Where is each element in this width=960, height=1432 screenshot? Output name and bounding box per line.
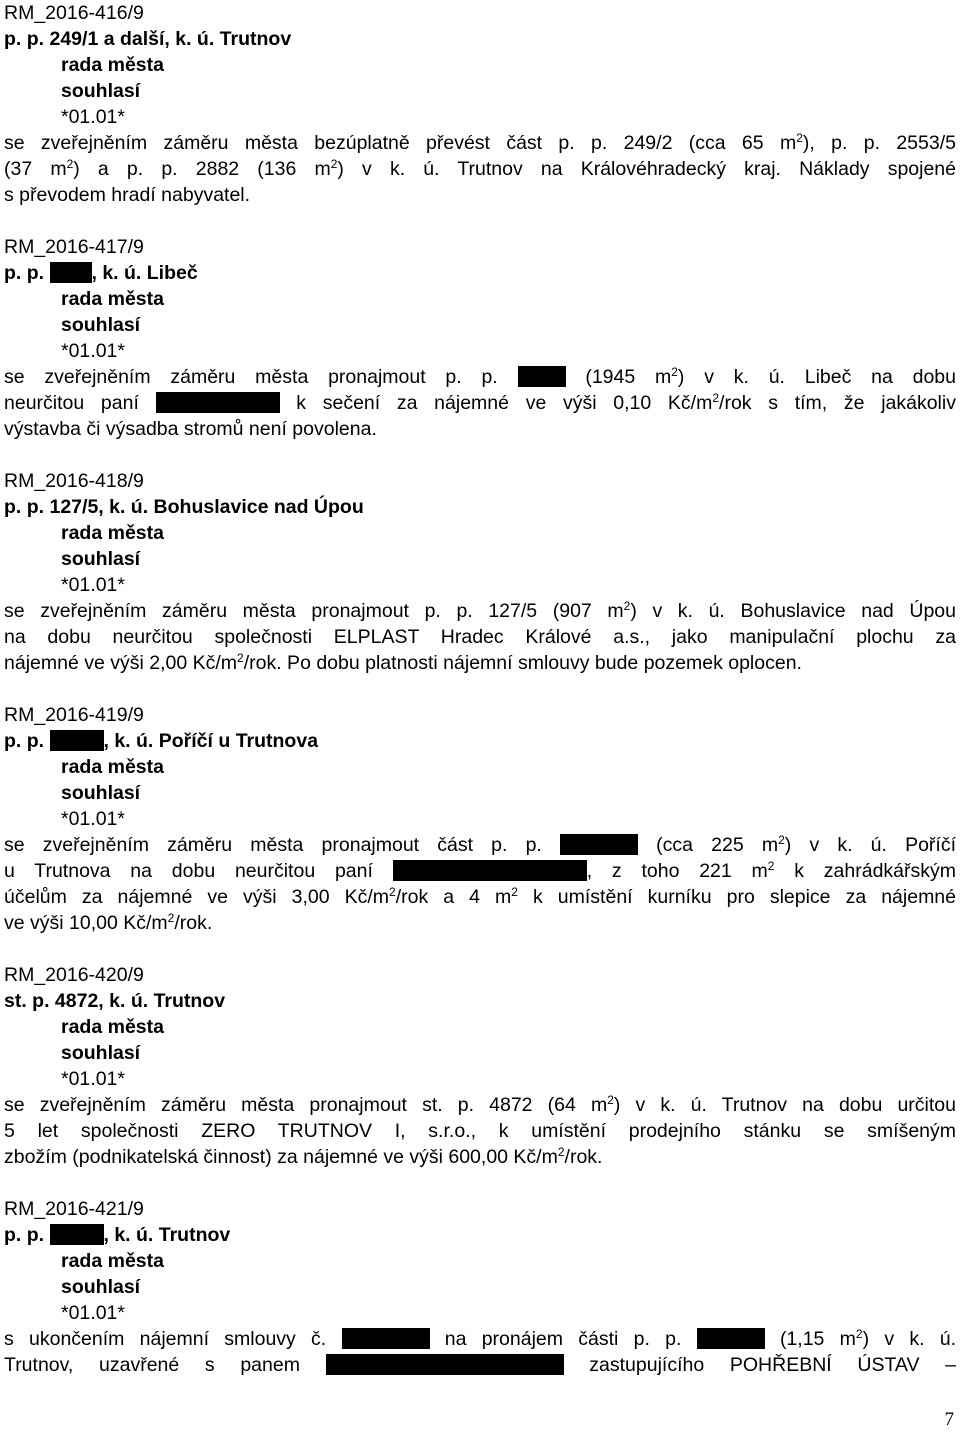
resolution-code: *01.01*: [61, 106, 125, 128]
verb-label: souhlasí: [61, 548, 141, 570]
body-label: rada města: [61, 1250, 164, 1272]
resolution-421: [4, 1196, 956, 1378]
verb-label: souhlasí: [61, 80, 141, 102]
redaction-block: [393, 860, 587, 881]
parcel-heading: p. p. , k. ú. Poříčí u Trutnova: [4, 730, 319, 752]
body-label: rada města: [61, 756, 164, 778]
resolution-code: *01.01*: [61, 1302, 125, 1324]
resolution-419: [4, 702, 956, 936]
resolution-text: se zveřejněním záměru města pronajmout st. p. 4872 (64 $m^2$) v k. ú. Trutnov na dobu určitou 5 let společnosti ZERO TRUTNOV I, s.r.o., k umístění prodejního stánku se smíšeným zbožím (podnikatelská činnost) za nájemné ve výši 600,00 $Kč/m^2$/rok.: [4, 1093, 956, 1168]
redaction-block: [342, 1328, 430, 1349]
resolution-418: [4, 468, 956, 676]
parcel-heading: p. p. 249/1 a další, k. ú. Trutnov: [4, 28, 292, 50]
resolution-text: se zveřejněním záměru města bezúplatně převést část p. p. 249/2 (cca 65 $m^2$), p. p. 2553/5 (37 $m^2$) a p. p. 2882 (136 $m^2$) v k. ú. Trutnov na Královéhradecký kraj. Náklady spojené s převodem hradí nabyvatel.: [4, 131, 956, 206]
body-label: rada města: [61, 1016, 164, 1038]
body-label: rada města: [61, 54, 164, 76]
parcel-heading: p. p. , k. ú. Libeč: [4, 262, 198, 284]
resolution-code: *01.01*: [61, 574, 125, 596]
resolution-text: se zveřejněním záměru města pronajmout část p. p. (cca 225 $m^2$) v k. ú. Poříčí u Trutnova na dobu neurčitou paní , z toho 221 $m^2$ k zahrádkářským účelům za nájemné ve výši 3,00 $Kč/m^2$/rok a 4 $m^2$ k umístění kurníku pro slepice za nájemné ve výši 10,00 $Kč/m^2$/rok.: [4, 833, 957, 934]
resolution-id: RM_2016-416/9: [4, 2, 144, 24]
resolution-416: [4, 0, 956, 208]
resolution-417: [4, 234, 956, 442]
parcel-heading: p. p. , k. ú. Trutnov: [4, 1224, 231, 1246]
body-label: rada města: [61, 288, 164, 310]
resolution-text: s ukončením nájemní smlouvy č. na pronájem části p. p. (1,15 $m^2$) v k. ú. Trutnov, uzavřené s panem zastupujícího POHŘEBNÍ ÚSTAV –: [4, 1327, 957, 1376]
verb-label: souhlasí: [61, 314, 141, 336]
redaction-block: [326, 1354, 564, 1375]
redaction-block: [50, 1224, 104, 1245]
resolution-id: RM_2016-417/9: [4, 236, 144, 258]
resolution-code: *01.01*: [61, 1068, 125, 1090]
resolution-id: RM_2016-421/9: [4, 1198, 144, 1220]
parcel-heading: p. p. 127/5, k. ú. Bohuslavice nad Úpou: [4, 496, 364, 518]
redaction-block: [518, 366, 566, 387]
resolution-id: RM_2016-419/9: [4, 704, 144, 726]
verb-label: souhlasí: [61, 1276, 141, 1298]
resolution-id: RM_2016-418/9: [4, 470, 144, 492]
resolution-code: *01.01*: [61, 808, 125, 830]
redaction-block: [156, 392, 280, 413]
resolution-420: [4, 962, 956, 1170]
redaction-block: [697, 1328, 765, 1349]
resolution-text: se zveřejněním záměru města pronajmout p. p. 127/5 (907 $m^2$) v k. ú. Bohuslavice nad Úpou na dobu neurčitou společnosti ELPLAST Hradec Králové a.s., jako manipulační plochu za nájemné ve výši 2,00 $Kč/m^2$/rok. Po dobu platnosti nájemní smlouvy bude pozemek oplocen.: [4, 599, 957, 674]
resolution-code: *01.01*: [61, 340, 125, 362]
redaction-block: [50, 730, 104, 751]
resolution-text: se zveřejněním záměru města pronajmout p. p. (1945 $m^2$) v k. ú. Libeč na dobu neurčitou paní k sečení za nájemné ve výši 0,10 $Kč/m^2$/rok s tím, že jakákoliv výstavba či výsadba stromů není povolena.: [4, 365, 956, 440]
verb-label: souhlasí: [61, 782, 141, 804]
resolution-id: RM_2016-420/9: [4, 964, 144, 986]
redaction-block: [50, 262, 92, 283]
document-page: [4, 0, 956, 1404]
page-number: 7: [944, 1409, 954, 1430]
verb-label: souhlasí: [61, 1042, 141, 1064]
redaction-block: [560, 834, 638, 855]
parcel-heading: st. p. 4872, k. ú. Trutnov: [4, 990, 226, 1012]
body-label: rada města: [61, 522, 164, 544]
